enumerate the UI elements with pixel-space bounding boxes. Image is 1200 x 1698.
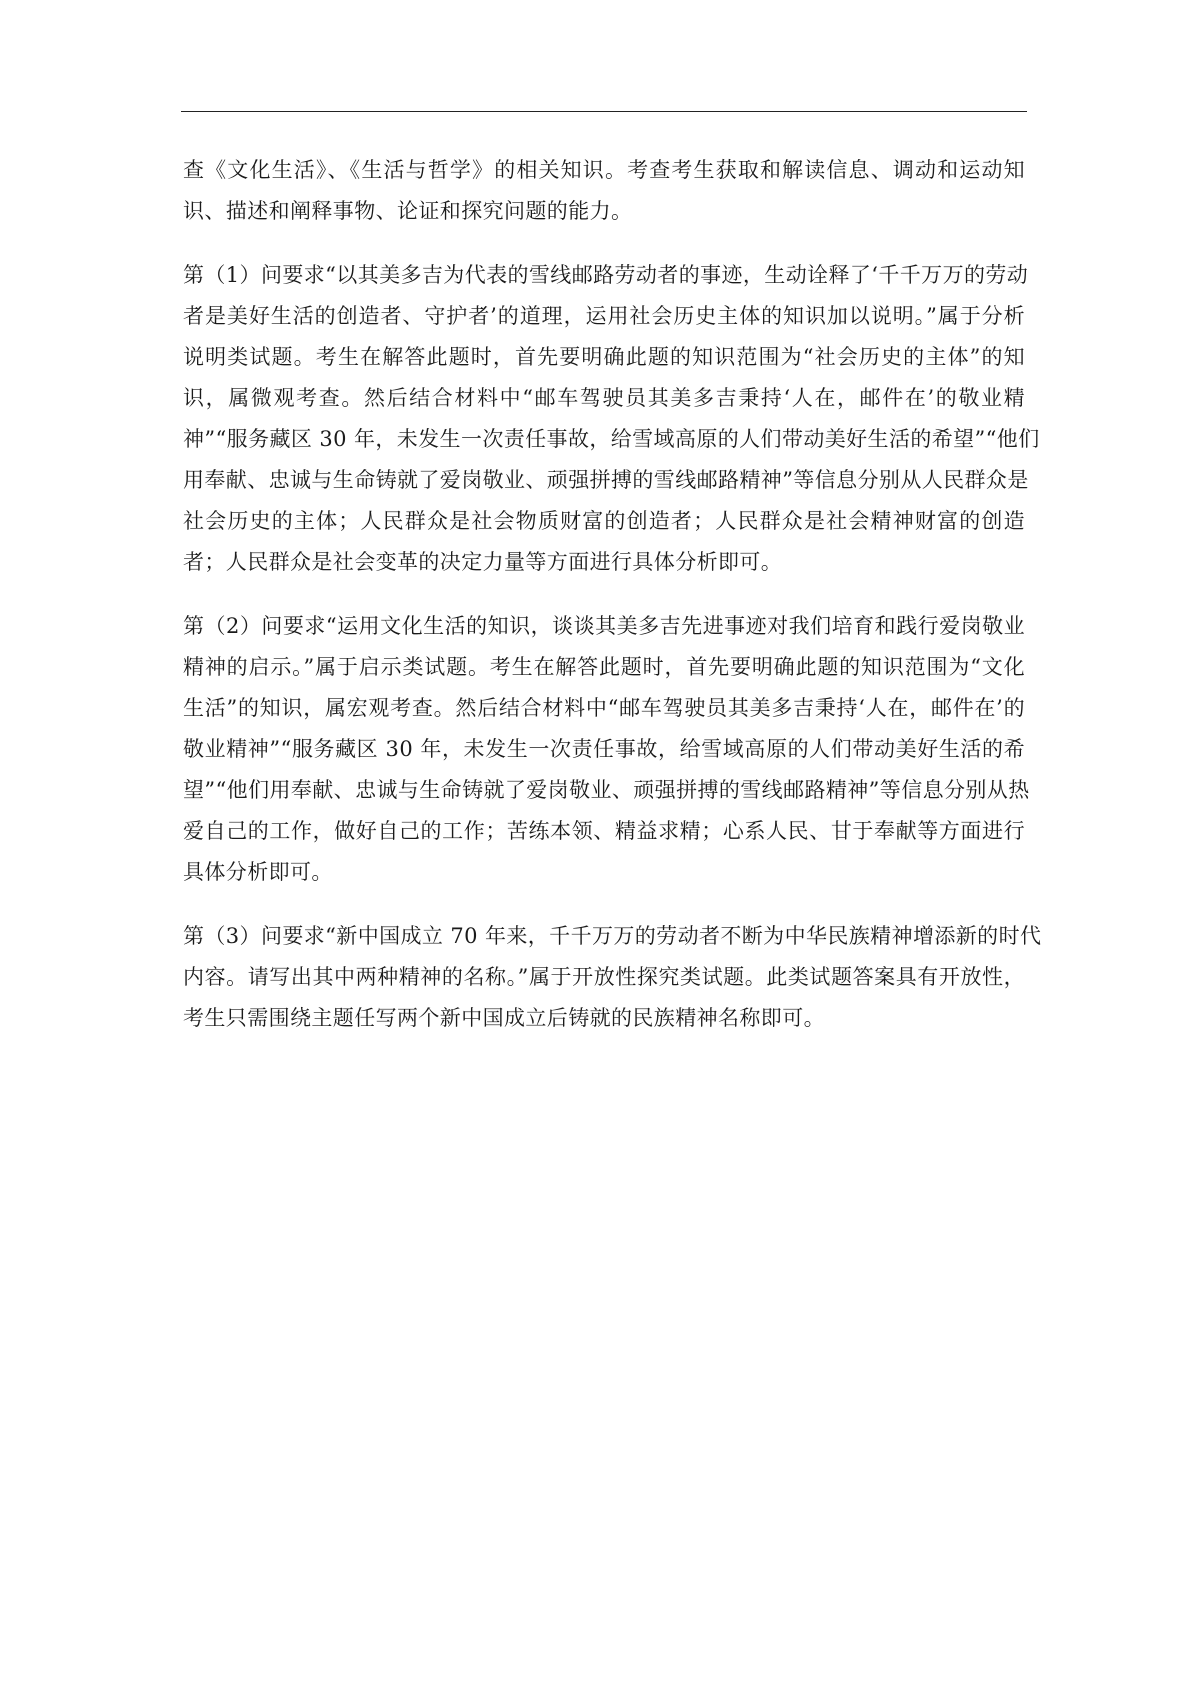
text-line: 生活”的知识，属宏观考查。然后结合材料中“邮车驾驶员其美多吉秉持‘人在，邮件在’的 xyxy=(183,696,1025,720)
text-line: 爱自己的工作，做好自己的工作；苦练本领、精益求精；心系人民、甘于奉献等方面进行 xyxy=(183,819,1025,843)
text-line: 望”“他们用奉献、忠诚与生命铸就了爱岗敬业、顽强拼搏的雪线邮路精神”等信息分别从热 xyxy=(183,778,1030,802)
text-line: 说明类试题。考生在解答此题时，首先要明确此题的知识范围为“社会历史的主体”的知 xyxy=(183,345,1025,369)
paragraph-question-1 xyxy=(183,255,1040,583)
text-line: 第（2）问要求“运用文化生活的知识，谈谈其美多吉先进事迹对我们培育和践行爱岗敬业 xyxy=(183,614,1025,638)
text-line: 识，属微观考查。然后结合材料中“邮车驾驶员其美多吉秉持‘人在，邮件在’的敬业精 xyxy=(183,386,1025,410)
text-line: 社会历史的主体；人民群众是社会物质财富的创造者；人民群众是社会精神财富的创造 xyxy=(183,509,1025,533)
text-line: 用奉献、忠诚与生命铸就了爱岗敬业、顽强拼搏的雪线邮路精神”等信息分别从人民群众是 xyxy=(183,468,1029,492)
text-line: 第（3）问要求“新中国成立 70 年来，千千万万的劳动者不断为中华民族精神增添新的时代 xyxy=(183,924,1042,948)
paragraph-question-3 xyxy=(183,916,1042,1039)
text-line: 识、描述和阐释事物、论证和探究问题的能力。 xyxy=(183,199,633,223)
text-line: 查《文化生活》、《生活与哲学》的相关知识。考查考生获取和解读信息、调动和运动知 xyxy=(183,158,1025,182)
header-rule xyxy=(181,111,1027,112)
text-line: 考生只需围绕主题任写两个新中国成立后铸就的民族精神名称即可。 xyxy=(183,1006,825,1030)
text-line: 内容。请写出其中两种精神的名称。”属于开放性探究类试题。此类试题答案具有开放性， xyxy=(183,965,1025,989)
paragraph-question-2 xyxy=(183,606,1030,893)
text-line: 者；人民群众是社会变革的决定力量等方面进行具体分析即可。 xyxy=(183,550,783,574)
text-line: 敬业精神”“服务藏区 30 年，未发生一次责任事故，给雪域高原的人们带动美好生活的希 xyxy=(183,737,1025,761)
document-body xyxy=(183,150,1042,1062)
text-line: 具体分析即可。 xyxy=(183,860,333,884)
paragraph-intro xyxy=(183,150,1025,232)
text-line: 神”“服务藏区 30 年，未发生一次责任事故，给雪域高原的人们带动美好生活的希望”“他们 xyxy=(183,427,1040,451)
text-line: 第（1）问要求“以其美多吉为代表的雪线邮路劳动者的事迹，生动诠释了‘千千万万的劳动 xyxy=(183,263,1029,287)
text-line: 者是美好生活的创造者、守护者’的道理，运用社会历史主体的知识加以说明。”属于分析 xyxy=(183,304,1025,328)
text-line: 精神的启示。”属于启示类试题。考生在解答此题时，首先要明确此题的知识范围为“文化 xyxy=(183,655,1025,679)
